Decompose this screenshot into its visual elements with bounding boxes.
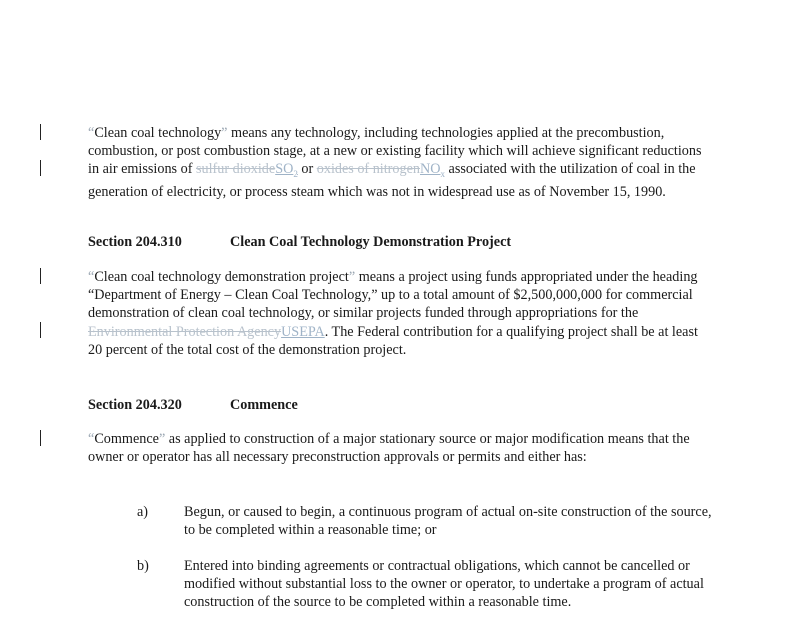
definition-text: means any technology, including technologies applied at the precombustion, combustion, or post combustion stage, at a new or existing facility which will achieve significant reductions in air emissions of [88, 125, 702, 178]
open-quote: “ [88, 431, 95, 447]
list-item-label: a) [137, 504, 149, 520]
section-number: Section 204.310 [88, 234, 182, 250]
definition-text: as applied to construction of a major stationary source or major modification means that the owner or operator has all necessary preconstruction approvals or permits and either has: [88, 431, 690, 466]
section-number: Section 204.320 [88, 397, 182, 413]
inserted-text: $SO_2$ [275, 161, 298, 180]
list-item-label: b) [137, 558, 149, 574]
definition-text: means a project using funds appropriated under the heading “Department of Energy – Clean Coal Technology,” up to a total amount of $2,500,000,000 for commercial demonstration of clean coal technology, or similar projects funded through appropriations for the [88, 269, 698, 322]
deleted-text: Environmental Protection Agency [88, 323, 282, 340]
close-quote: ” [158, 431, 166, 447]
close-quote: ” [221, 125, 228, 141]
section-title: Commence [230, 397, 298, 413]
list-item-text: Entered into binding agreements or contractual obligations, which cannot be cancelled or modified without substantial loss to the owner or operator, to undertake a program of actual construction of the source to be completed within a reasonable time. [184, 558, 704, 611]
section-heading-204-320 [88, 396, 298, 414]
close-quote: ” [348, 269, 356, 285]
open-quote: “ [88, 269, 95, 285]
definition-text: or [297, 161, 317, 178]
inserted-text: $NO_x$ [419, 161, 445, 180]
change-bar [40, 124, 41, 140]
definition-clean-coal-technology [88, 124, 708, 202]
definition-text: . The Federal contribution for a qualifying project shall be at least 20 percent of the total cost of the demonstration project. [88, 323, 698, 358]
change-bar [40, 322, 41, 338]
list-item-text: Begun, or caused to begin, a continuous program of actual on-site construction of the source, to be completed within a reasonable time; or [184, 504, 712, 539]
deleted-text: sulfur dioxide [195, 161, 276, 178]
deleted-text: oxides of nitrogen [316, 161, 420, 178]
defined-term: Clean coal technology [94, 125, 222, 141]
open-quote: “ [88, 125, 95, 141]
definition-commence [88, 430, 708, 466]
section-heading-204-310 [88, 233, 511, 251]
defined-term: Commence [94, 431, 159, 447]
section-title: Clean Coal Technology Demonstration Project [230, 234, 512, 250]
change-bar [40, 430, 41, 446]
definition-demonstration-project [88, 268, 708, 359]
defined-term: Clean coal technology demonstration project [94, 269, 349, 285]
change-bar [40, 160, 41, 176]
inserted-text: USEPA [281, 323, 325, 340]
change-bar [40, 268, 41, 284]
definition-text: associated with the utilization of coal in the generation of electricity, or process steam which was not in widespread use as of November 15, 1990. [88, 161, 696, 201]
